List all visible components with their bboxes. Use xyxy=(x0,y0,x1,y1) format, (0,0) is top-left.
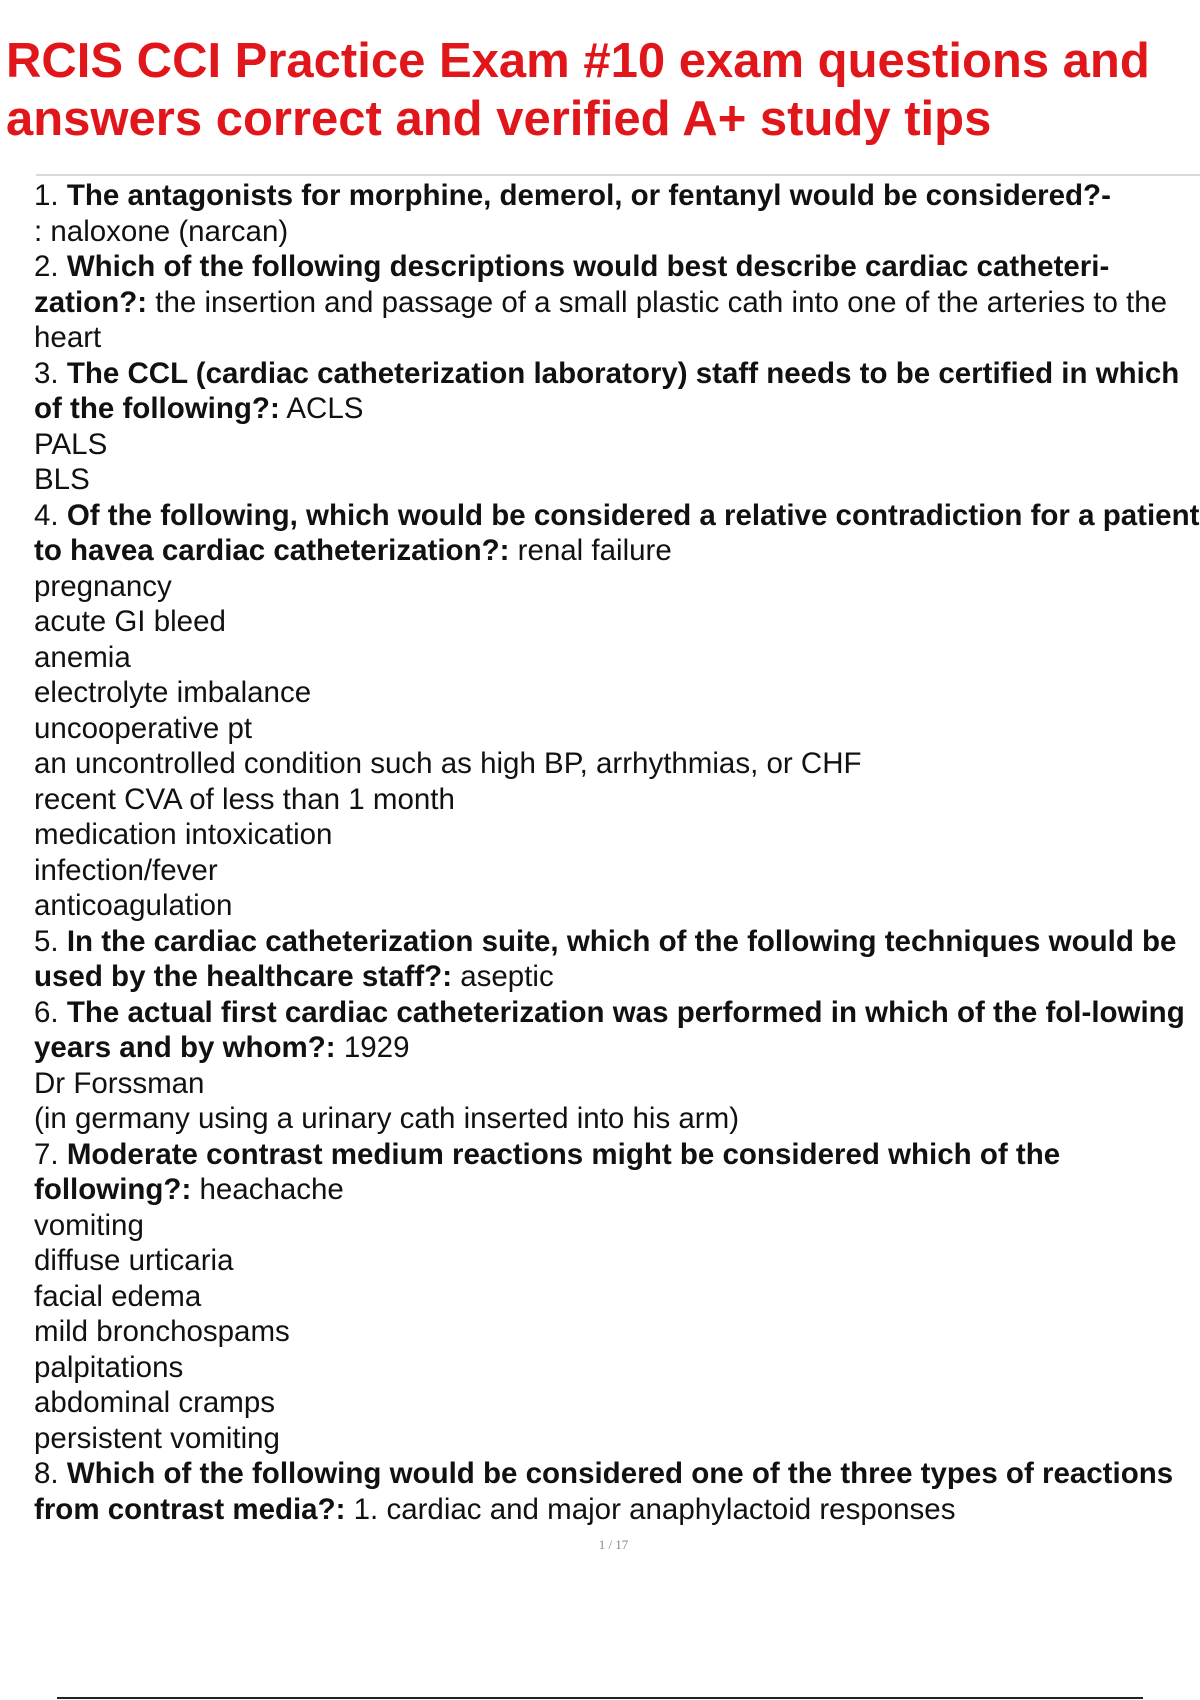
answer-line: vomiting xyxy=(34,1208,144,1242)
question-text: The antagonists for morphine, demerol, or fentanyl would be considered?- xyxy=(66,179,1111,212)
answer-line: Dr Forssman xyxy=(34,1066,205,1100)
question-item xyxy=(34,178,1200,249)
answer-line: anemia xyxy=(34,640,131,674)
answer-line: medication intoxication xyxy=(34,818,333,851)
title-divider xyxy=(36,174,1200,176)
question-item xyxy=(34,924,1200,995)
question-text: The CCL (cardiac catheterization laboratory) staff needs to be certified in which of the following?: xyxy=(34,356,1180,425)
answer-line: infection/fever xyxy=(34,853,218,887)
answer-line: diffuse urticaria xyxy=(34,1244,234,1277)
answer-line: (in germany using a urinary cath inserted into his arm) xyxy=(34,1102,740,1135)
answer-line: electrolyte imbalance xyxy=(34,676,312,709)
question-item xyxy=(34,1137,1200,1457)
answer-line: uncooperative pt xyxy=(34,711,253,745)
question-number: 4. xyxy=(34,498,59,532)
answer-text: renal failure xyxy=(517,534,672,567)
question-item xyxy=(34,498,1200,924)
question-text: In the cardiac catheterization suite, which of the following techniques would be used by the healthcare staff?: xyxy=(34,924,1177,993)
question-number: 5. xyxy=(34,924,59,958)
answer-text: ACLS xyxy=(286,392,364,425)
answer-text: the insertion and passage of a small plastic cath into one of the arteries to the heart xyxy=(34,285,1168,354)
question-number: 2. xyxy=(34,250,59,283)
answer-line: facial edema xyxy=(34,1279,202,1313)
question-number: 6. xyxy=(34,995,59,1029)
question-number: 1. xyxy=(34,179,59,212)
answer-line: BLS xyxy=(34,463,90,496)
question-item xyxy=(34,1456,1200,1527)
answer-line: acute GI bleed xyxy=(34,605,226,638)
question-number: 3. xyxy=(34,356,59,390)
answer-line: mild bronchospams xyxy=(34,1315,290,1348)
answer-line: recent CVA of less than 1 month xyxy=(34,782,455,816)
question-text: The actual first cardiac catheterization was performed in which of the fol-lowing years and by whom?: xyxy=(34,995,1185,1064)
question-text: Moderate contrast medium reactions might be considered which of the following?: xyxy=(34,1137,1061,1206)
answer-line: pregnancy xyxy=(34,569,172,603)
footer-divider xyxy=(57,1697,1143,1699)
answer-text: 1. cardiac and major anaphylactoid responses xyxy=(353,1492,956,1526)
question-item xyxy=(34,356,1200,498)
question-number: 8. xyxy=(34,1457,59,1490)
question-item xyxy=(34,249,1200,356)
question-list xyxy=(34,178,1200,1527)
answer-text: heachache xyxy=(199,1173,344,1206)
question-text: Which of the following would be considered one of the three types of reactions from contrast media?: xyxy=(34,1457,1174,1526)
answer-text: : naloxone (narcan) xyxy=(34,214,289,248)
question-item xyxy=(34,995,1200,1137)
answer-line: palpitations xyxy=(34,1350,184,1384)
page-number: 1 / 17 xyxy=(598,1537,629,1552)
answer-line: abdominal cramps xyxy=(34,1386,276,1419)
question-number: 7. xyxy=(34,1137,59,1171)
question-text: Which of the following descriptions would best describe cardiac catheteri-zation?: xyxy=(34,250,1110,319)
answer-line: persistent vomiting xyxy=(34,1421,280,1455)
answer-line: anticoagulation xyxy=(34,889,233,922)
answer-text: 1929 xyxy=(343,1031,410,1064)
answer-line: PALS xyxy=(34,427,108,461)
answer-line: an uncontrolled condition such as high BP, arrhythmias, or CHF xyxy=(34,747,862,780)
question-text: Of the following, which would be considered a relative contradiction for a patient to havea cardiac catheterization?: xyxy=(34,498,1200,567)
document-title: RCIS CCI Practice Exam #10 exam questions and answers correct and verified A+ study tips xyxy=(6,34,1150,146)
answer-text: aseptic xyxy=(460,960,554,993)
